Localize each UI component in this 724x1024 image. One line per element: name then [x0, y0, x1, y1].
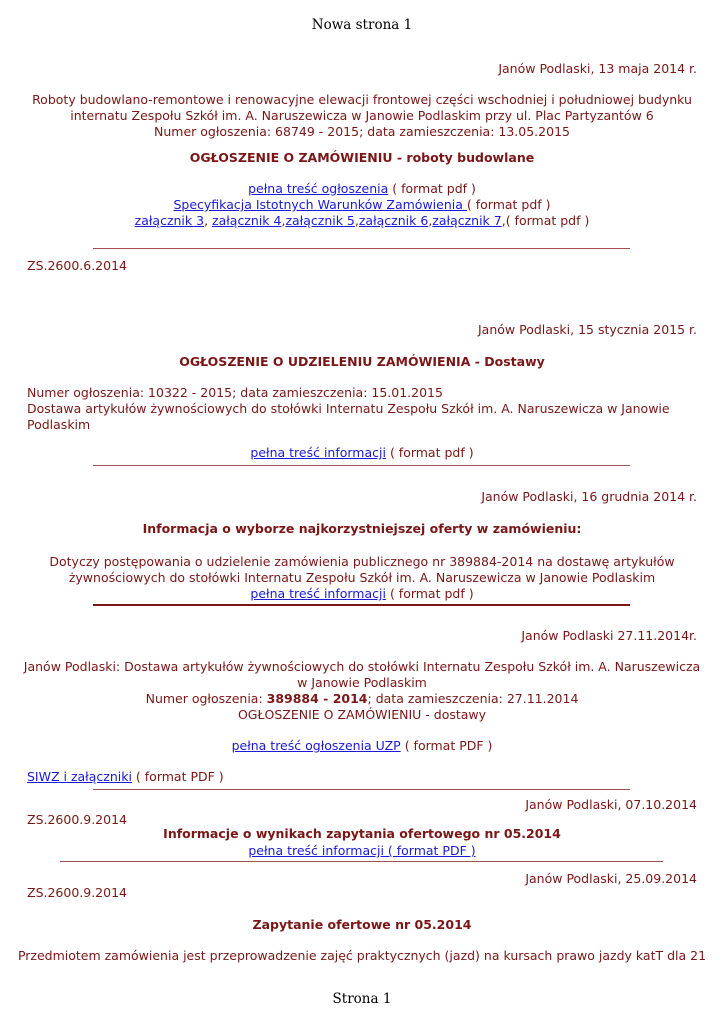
- date-2014-09-25: Janów Podlaski, 25.09.2014: [525, 871, 697, 886]
- inquiry-description: Przedmiotem zamówienia jest przeprowadzenie zajęć praktycznych (jazd) na kursach prawo jazdy katT dla 21: [17, 948, 707, 963]
- reference-code: ZS.2600.9.2014: [27, 885, 127, 900]
- attachment-5-link[interactable]: załącznik 5: [285, 213, 355, 228]
- format-label: ( format pdf ): [385, 586, 474, 601]
- delivery-notice-details: Janów Podlaski: Dostawa artykułów żywnościowych do stołówki Internatu Zespołu Szkół im. A. Naruszewicza w Janowie Podlaskim Numer ogłoszenia: 389884 - 2014; data zamieszczenia: 27.11.2014 OGŁOSZENIE O ZAMÓWIENIU - dostawy: [23, 659, 701, 722]
- documents-links: pełna treść ogłoszenia ( format pdf ) Specyfikacja Istotnych Warunków Zamówienia ( format pdf ) załącznik 3, załącznik 4,załącznik 5,załącznik 6,załącznik 7,( format pdf ): [134, 181, 590, 228]
- divider: [93, 604, 630, 606]
- award-notice-details: Numer ogłoszenia: 10322 - 2015; data zamieszczenia: 15.01.2015 Dostawa artykułów żywnościowych do stołówki Internatu Zespołu Szkół im. A. Naruszewicza w Janowie Podlaskim: [27, 385, 670, 432]
- siwz-link[interactable]: Specyfikacja Istotnych Warunków Zamówienia: [173, 197, 467, 212]
- format-label: ( format pdf ): [466, 197, 551, 212]
- full-notice-uzp-link[interactable]: pełna treść ogłoszenia UZP: [231, 738, 401, 753]
- divider: [93, 789, 630, 790]
- format-label: ( format PDF ): [131, 769, 224, 784]
- date-2014-11-27: Janów Podlaski 27.11.2014r.: [521, 628, 697, 643]
- section-heading: OGŁOSZENIE O UDZIELENIU ZAMÓWIENIA - Dostawy: [179, 354, 545, 369]
- page-header-title: Nowa strona 1: [311, 17, 413, 33]
- description-line: Numer ogłoszenia: 68749 - 2015; data zamieszczenia: 13.05.2015: [154, 124, 570, 139]
- date-2014-05-13: Janów Podlaski, 13 maja 2014 r.: [498, 61, 697, 76]
- tender-description: [0, 92, 724, 140]
- format-label: ( format pdf ): [388, 181, 476, 196]
- attachment-6-link[interactable]: załącznik 6: [358, 213, 429, 228]
- format-label: ( format pdf ): [385, 445, 474, 460]
- divider: [93, 248, 630, 249]
- date-2015-01-15: Janów Podlaski, 15 stycznia 2015 r.: [478, 322, 697, 337]
- section-heading: Informacja o wyborze najkorzystniejszej oferty w zamówieniu:: [142, 521, 582, 536]
- offer-selection-details: Dotyczy postępowania o udzielenie zamówienia publicznego nr 389884-2014 na dostawę artykułów żywnościowych do stołówki Internatu Zespołu Szkół im. A. Naruszewicza w Janowie Podlaskim pełna treść informacji ( format pdf ): [49, 554, 675, 601]
- format-label: ,( format pdf ): [501, 213, 590, 228]
- siwz-link-row: [27, 769, 224, 784]
- notice-number: 389884 - 2014: [266, 691, 368, 706]
- description-line: internatu Zespołu Szkół im. A. Naruszewicza w Janowie Podlaskim przy ul. Plac Partyzantów 6: [70, 108, 654, 123]
- full-info-link[interactable]: pełna treść informacji: [250, 445, 386, 460]
- siwz-attachments-link[interactable]: SIWZ i załączniki: [27, 769, 132, 784]
- uzp-link-row: [0, 738, 724, 753]
- full-notice-link[interactable]: pełna treść ogłoszenia: [248, 181, 389, 196]
- section-heading: OGŁOSZENIE O ZAMÓWIENIU - roboty budowlane: [189, 150, 535, 165]
- reference-code: ZS.2600.6.2014: [27, 258, 127, 273]
- full-info-link[interactable]: pełna treść informacji ( format PDF ): [248, 843, 476, 858]
- attachment-7-link[interactable]: załącznik 7: [432, 213, 502, 228]
- description-line: Roboty budowlano-remontowe i renowacyjne elewacji frontowej części wschodniej i południowej budynku: [32, 92, 692, 107]
- section-heading: Informacje o wynikach zapytania ofertowego nr 05.2014: [163, 826, 561, 841]
- divider: [60, 861, 663, 862]
- date-2014-10-07: Janów Podlaski, 07.10.2014: [525, 797, 697, 812]
- attachment-3-link[interactable]: załącznik 3: [134, 213, 205, 228]
- reference-code: ZS.2600.9.2014: [27, 812, 127, 827]
- section-heading: Zapytanie ofertowe nr 05.2014: [252, 917, 472, 932]
- award-notice-link-row: [0, 445, 724, 460]
- date-2014-12-16: Janów Podlaski, 16 grudnia 2014 r.: [481, 489, 697, 504]
- full-info-link[interactable]: pełna treść informacji: [250, 586, 386, 601]
- page-footer-number: Strona 1: [332, 991, 392, 1007]
- divider: [93, 465, 630, 466]
- results-link-row: [0, 843, 724, 858]
- format-label: ( format PDF ): [400, 738, 493, 753]
- attachment-4-link[interactable]: załącznik 4: [212, 213, 282, 228]
